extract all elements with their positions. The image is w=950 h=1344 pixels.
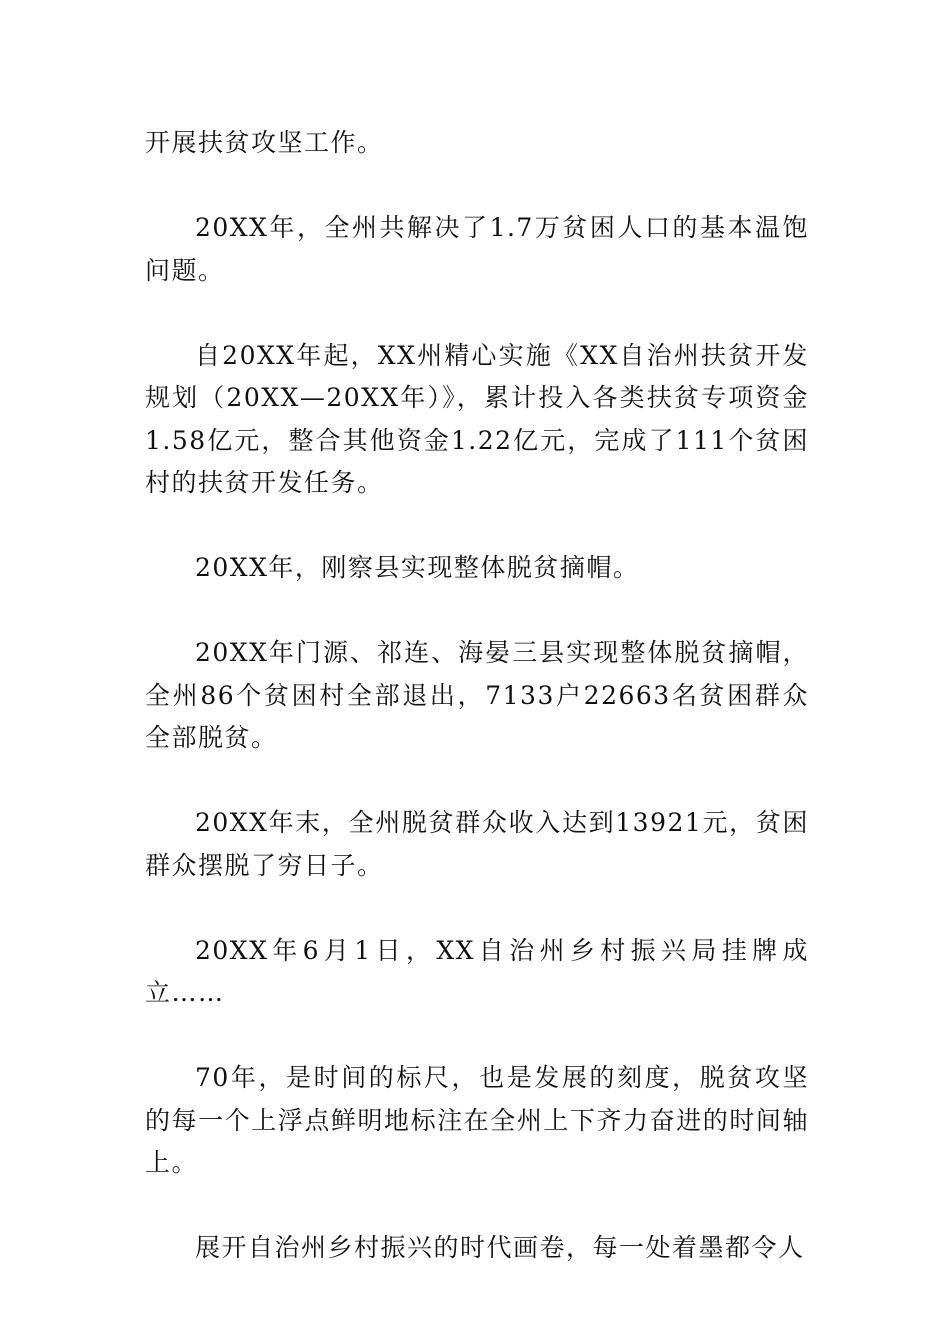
paragraph: 20XX年，全州共解决了1.7万贫困人口的基本温饱问题。	[145, 213, 809, 285]
body-text	[145, 122, 809, 1312]
paragraph-continuation: 开展扶贫攻坚工作。	[145, 128, 384, 157]
paragraph: 70年，是时间的标尺，也是发展的刻度，脱贫攻坚的每一个上浮点鲜明地标注在全州上下齐力奋进的时间轴上。	[145, 1063, 809, 1177]
paragraph: 展开自治州乡村振兴的时代画卷，每一处着墨都令人	[195, 1233, 805, 1262]
paragraph: 自20XX年起，XX州精心实施《XX自治州扶贫开发规划（20XX—20XX年）》，累计投入各类扶贫专项资金1.58亿元，整合其他资金1.22亿元，完成了111个贫困村的扶贫开发任务。	[145, 340, 809, 497]
paragraph: 20XX年末，全州脱贫群众收入达到13921元，贫困群众摆脱了穷日子。	[145, 808, 809, 880]
paragraph: 20XX年，刚察县实现整体脱贫摘帽。	[195, 553, 640, 582]
paragraph: 20XX年6月1日，XX自治州乡村振兴局挂牌成立……	[145, 935, 809, 1007]
paragraph: 20XX年门源、祁连、海晏三县实现整体脱贫摘帽，全州86个贫困村全部退出，7133户22663名贫困群众全部脱贫。	[145, 638, 809, 752]
